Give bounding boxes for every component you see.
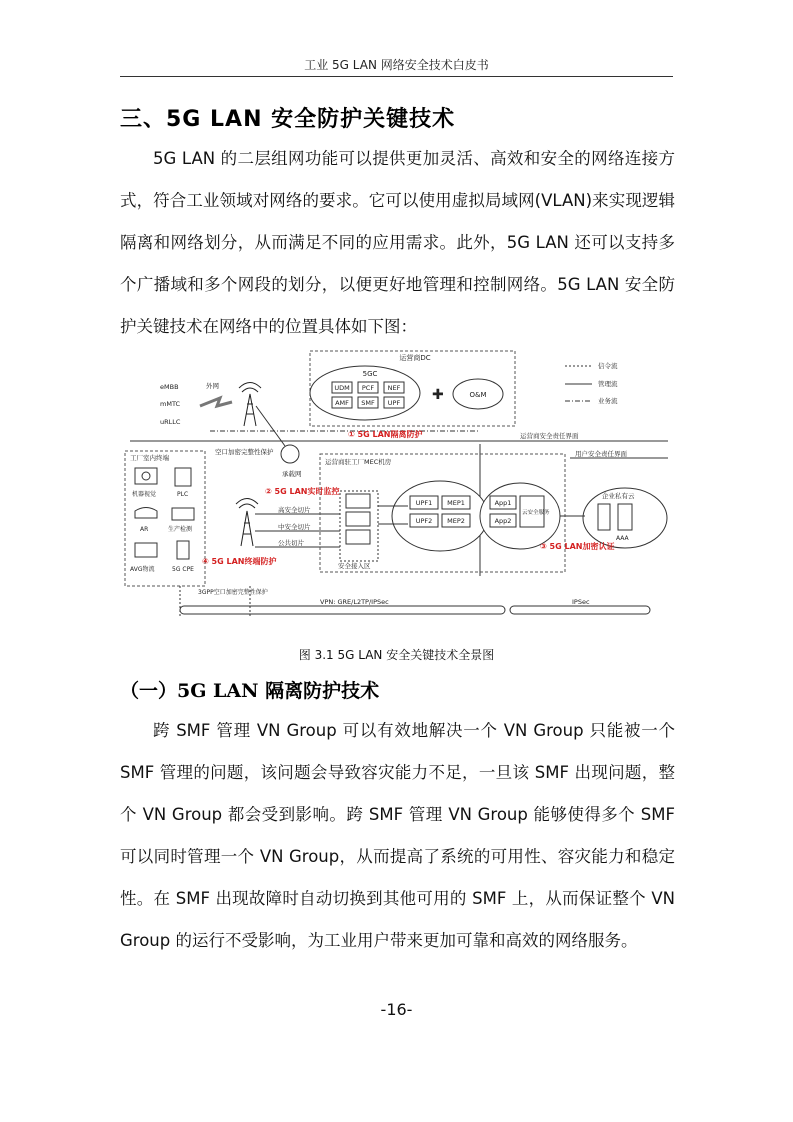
figure-caption: 图 3.1 5G LAN 安全关键技术全景图 <box>298 648 495 662</box>
intro-paragraph: 5G LAN 的二层组网功能可以提供更加灵活、高效和安全的网络连接方式，符合工业领域对网络的要求。它可以使用虚拟局域网(VLAN)来实现逻辑隔离和网络划分，从而满足不同的应用需求。此外，5G LAN 还可以支持多个广播域和多个网段的划分，以便更好地管理和控制网络。5G LAN 安全防护关键技术在网络中的位置具体如下图： <box>120 149 675 336</box>
lightning-icon <box>200 398 232 406</box>
legend-service: 业务流 <box>598 397 618 405</box>
header-divider <box>120 76 673 77</box>
legend-mgmt: 管理流 <box>598 380 618 388</box>
device-5g-cpe: 5G CPE <box>172 566 194 573</box>
mec-room-label: 运营商驻工厂MEC机房 <box>325 458 392 466</box>
service-types <box>160 383 181 426</box>
external-net-label: 外网 <box>206 382 219 390</box>
antenna-tower-icon <box>239 383 261 427</box>
service-urllc: uRLLC <box>160 418 181 426</box>
slice-public: 公共切片 <box>278 539 304 547</box>
cloud-security-label: 云安全服务 <box>522 510 550 516</box>
factory-title: 工厂室内终端 <box>130 454 169 462</box>
aaa-label: AAA <box>616 535 629 542</box>
marker-monitoring: ② 5G LAN实时监控 <box>265 487 340 496</box>
device-ar: AR <box>140 526 149 533</box>
box-mep2: MEP2 <box>447 517 465 525</box>
ipsec-label: IPSec <box>572 598 590 606</box>
subsection-title: （一）5G LAN 隔离防护技术 <box>120 680 380 702</box>
om-label: O&M <box>469 391 487 399</box>
user-boundary-label: 用户安全责任界面 <box>575 450 627 458</box>
air-protect-label: 空口加密完整性保护 <box>215 448 274 456</box>
secure-access-label: 安全接入区 <box>338 562 371 570</box>
slice-medium: 中安全切片 <box>278 523 311 531</box>
box-app1: App1 <box>494 499 512 507</box>
service-embb: eMBB <box>160 383 179 391</box>
device-plc: PLC <box>177 491 189 498</box>
network-slices <box>255 505 340 547</box>
factory-devices <box>130 468 194 573</box>
device-machine-vision: 机器视觉 <box>132 491 157 498</box>
marker-terminal: ④ 5G LAN终端防护 <box>202 557 277 566</box>
nf-pcf: PCF <box>361 384 375 392</box>
security-overview-figure <box>120 346 675 636</box>
nf-smf: SMF <box>361 399 375 407</box>
plus-icon: ✚ <box>432 387 444 403</box>
bearer-net-label: 承载网 <box>282 470 302 478</box>
box-upf2: UPF2 <box>415 517 433 525</box>
air-protect-3gpp-label: 3GPP空口加密完整性保护 <box>198 589 268 596</box>
slice-high: 高安全切片 <box>278 506 311 514</box>
legend <box>565 361 618 405</box>
operator-dc-label: 运营商DC <box>399 354 431 362</box>
marker-isolation: ① 5G LAN隔离防护 <box>348 430 423 439</box>
box-upf1: UPF1 <box>415 499 433 507</box>
vpn-label: VPN: GRE/L2TP/IPSec <box>320 598 389 606</box>
section-title: 三、5G LAN 安全防护关键技术 <box>120 107 456 132</box>
core-5gc-label: 5GC <box>362 370 378 378</box>
router-icon <box>281 445 299 463</box>
operator-boundary-label: 运营商安全责任界面 <box>520 432 579 440</box>
nf-udm: UDM <box>334 384 350 392</box>
marker-encryption: ③ 5G LAN加密认证 <box>540 542 615 551</box>
nf-amf: AMF <box>335 399 349 407</box>
box-app2: App2 <box>494 517 512 525</box>
running-header: 工业 5G LAN 网络安全技术白皮书 <box>304 58 489 72</box>
antenna-tower-2-icon <box>236 499 258 547</box>
body-paragraph: 跨 SMF 管理 VN Group 可以有效地解决一个 VN Group 只能被一个 SMF 管理的问题，该问题会导致容灾能力不足，一旦该 SMF 出现问题，整个 VN Group 都会受到影响。跨 SMF 管理 VN Group 能够使得多个 SMF 可以同时管理一个 VN Group，从而提高了系统的可用性、容灾能力和稳定性。在 SMF 出现故障时自动切换到其他可用的 SMF 上，从而保证整个 VN Group 的运行不受影响，为工业用户带来更加可靠和高效的网络服务。 <box>120 721 675 950</box>
device-production-detect: 生产检测 <box>168 526 193 533</box>
legend-signal: 信令流 <box>598 362 618 370</box>
device-agv: AVG物流 <box>130 566 155 573</box>
nf-nef: NEF <box>387 384 401 392</box>
box-mep1: MEP1 <box>447 499 465 507</box>
service-mmtc: mMTC <box>160 400 181 408</box>
page-number: -16- <box>380 1000 413 1019</box>
enterprise-cloud-label: 企业私有云 <box>602 492 635 500</box>
nf-upf: UPF <box>387 399 401 407</box>
